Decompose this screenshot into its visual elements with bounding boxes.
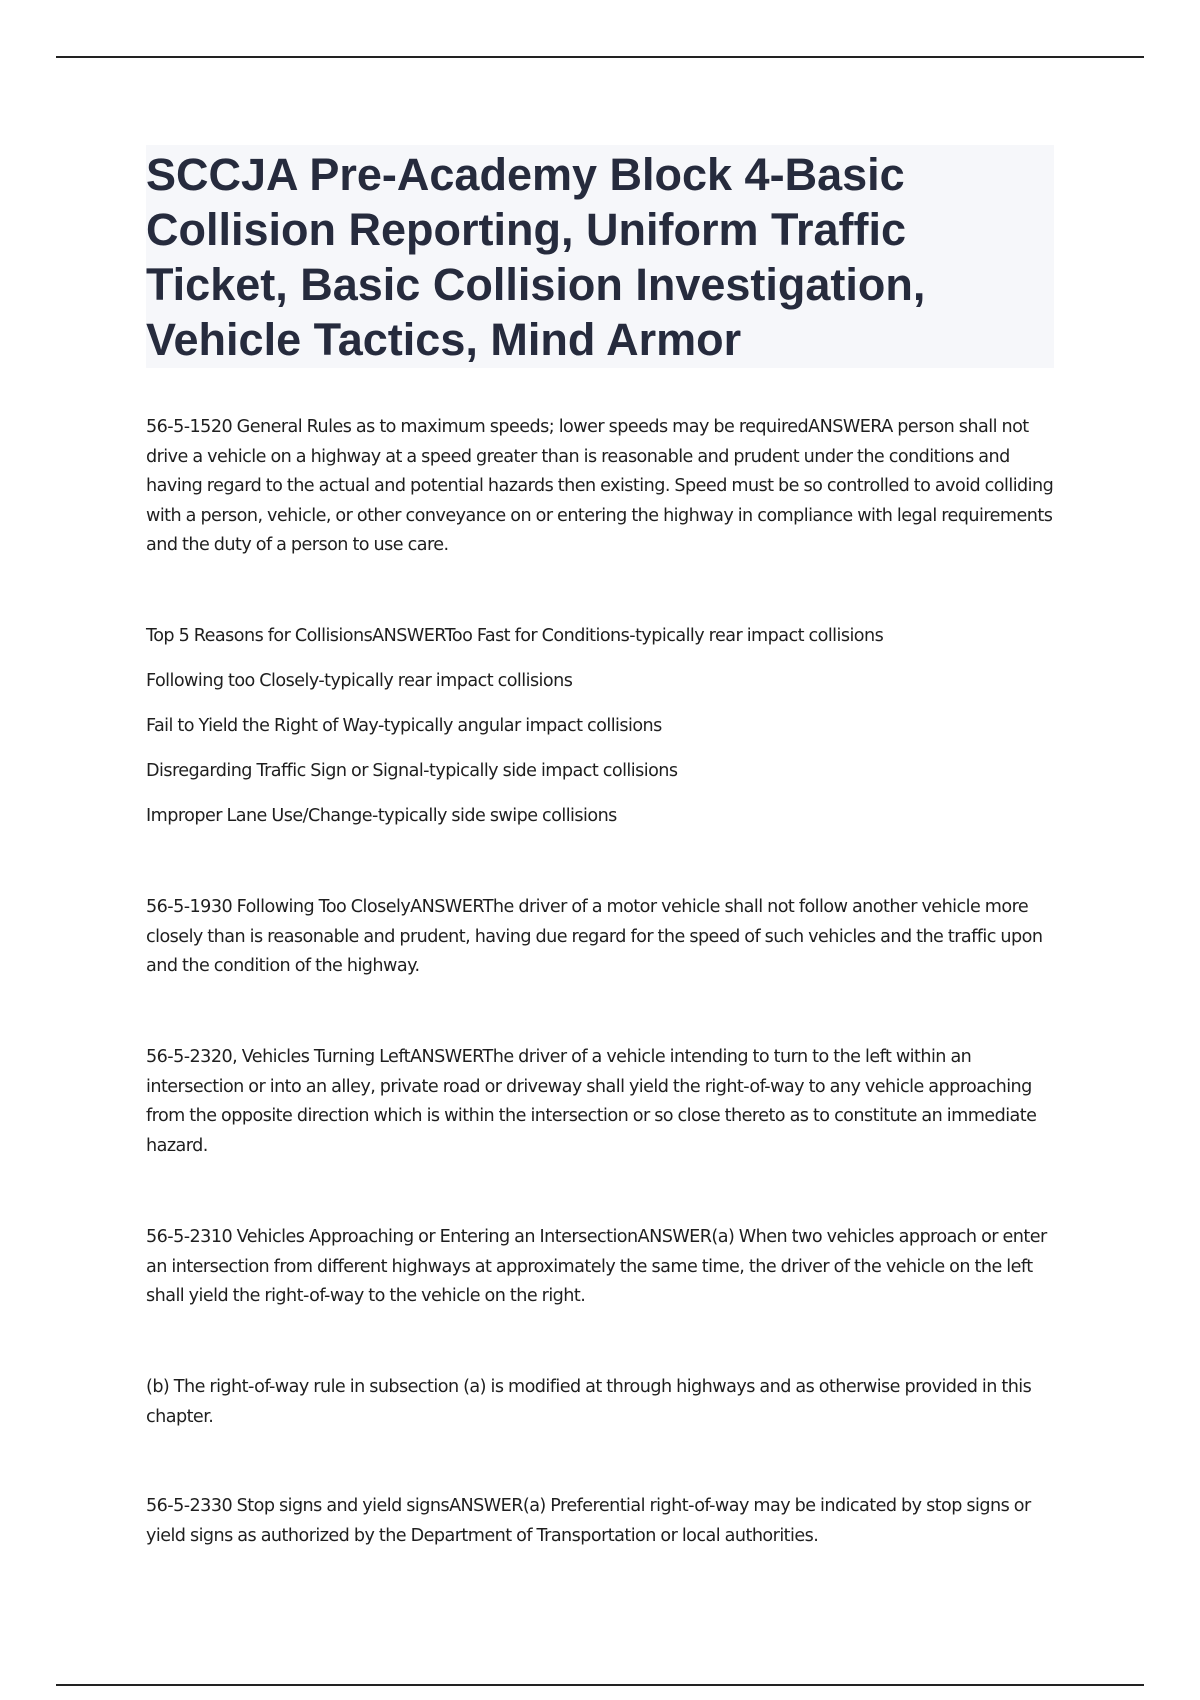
top-reasons-line-3: Fail to Yield the Right of Way-typically angular impact collisions bbox=[146, 716, 662, 736]
section-1930-following-too-closely: 56-5-1930 Following Too CloselyANSWERThe driver of a motor vehicle shall not follow another vehicle more closely than is reasonable and prudent, having due regard for the speed of such vehicles and the traffic upon and the condition of the highway. bbox=[146, 897, 1043, 976]
top-divider bbox=[56, 56, 1144, 58]
section-2330-stop-yield-signs: 56-5-2330 Stop signs and yield signsANSWER(a) Preferential right-of-way may be indicated by stop signs or yield signs as authorized by the Department of Transportation or local authorities. bbox=[146, 1496, 1031, 1546]
section-1520-general-rules-speed: 56-5-1520 General Rules as to maximum speeds; lower speeds may be requiredANSWERA person shall not drive a vehicle on a highway at a speed greater than is reasonable and prudent under the conditions and having regard to the actual and potential hazards then existing. Speed must be so controlled to avoid colliding with a person, vehicle, or other conveyance on or entering the highway in compliance with legal requirements and the duty of a person to use care. bbox=[146, 417, 1054, 555]
top-reasons-line-5: Improper Lane Use/Change-typically side swipe collisions bbox=[146, 806, 617, 826]
top-reasons-line-4: Disregarding Traffic Sign or Signal-typically side impact collisions bbox=[146, 761, 678, 781]
bottom-divider bbox=[56, 1684, 1144, 1686]
title-block bbox=[146, 145, 1054, 368]
document-title: SCCJA Pre-Academy Block 4-Basic Collision Reporting, Uniform Traffic Ticket, Basic Collision Investigation, Vehicle Tactics, Mind Armor bbox=[146, 149, 926, 365]
top-reasons-line-2: Following too Closely-typically rear impact collisions bbox=[146, 671, 573, 691]
top-reasons-line-1: Top 5 Reasons for CollisionsANSWERToo Fast for Conditions-typically rear impact collisions bbox=[146, 626, 884, 646]
section-2310-subsection-b: (b) The right-of-way rule in subsection (a) is modified at through highways and as otherwise provided in this chapter. bbox=[146, 1377, 1032, 1427]
section-2310-intersection: 56-5-2310 Vehicles Approaching or Entering an IntersectionANSWER(a) When two vehicles approach or enter an intersection from different highways at approximately the same time, the driver of the vehicle on the left shall yield the right-of-way to the vehicle on the right. bbox=[146, 1227, 1047, 1306]
section-2320-turning-left: 56-5-2320, Vehicles Turning LeftANSWERThe driver of a vehicle intending to turn to the left within an intersection or into an alley, private road or driveway shall yield the right-of-way to any vehicle approaching from the opposite direction which is within the intersection or so close thereto as to constitute an immediate hazard. bbox=[146, 1047, 1037, 1156]
